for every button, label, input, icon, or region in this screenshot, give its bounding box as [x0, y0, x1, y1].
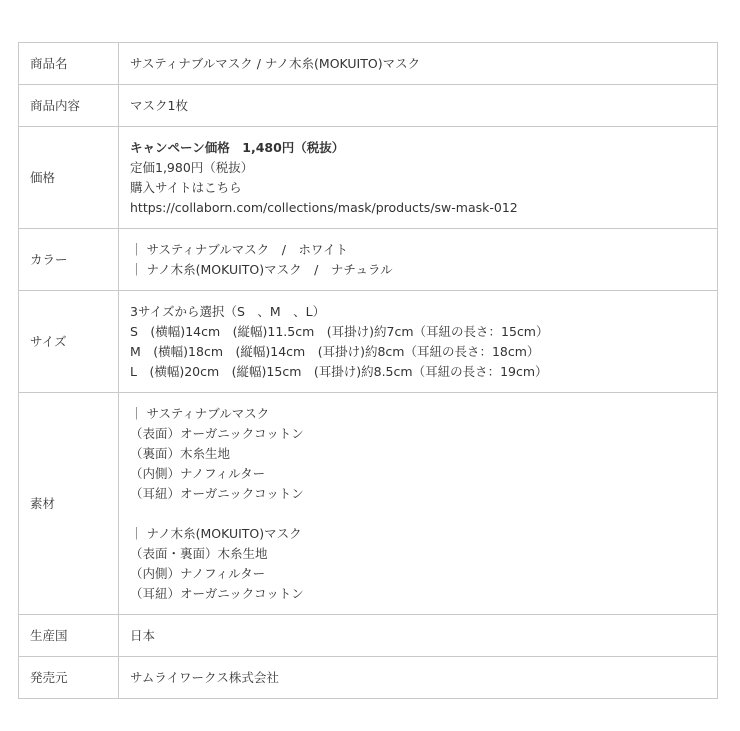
material-line: ｜ ナノ木糸(MOKUITO)マスク — [130, 525, 302, 541]
row-value — [119, 393, 718, 615]
material-line: （内側）ナノフィルター — [130, 465, 266, 481]
material-line: （内側）ナノフィルター — [130, 565, 266, 581]
row-value — [119, 657, 718, 699]
campaign-price: キャンペーン価格 1,480円（税抜） — [130, 139, 345, 155]
row-value — [119, 127, 718, 229]
spec-row-country — [19, 615, 718, 657]
spec-row-price — [19, 127, 718, 229]
material-line: （裏面）木糸生地 — [130, 445, 231, 461]
size-line: 3サイズから選択（S 、M 、L） — [130, 303, 326, 319]
material-line: （耳紐）オーガニックコットン — [130, 485, 304, 501]
spec-row-product-name — [19, 43, 718, 85]
spec-row-contents — [19, 85, 718, 127]
country-text: 日本 — [130, 627, 156, 643]
row-label: 商品内容 — [19, 85, 119, 127]
material-line: （表面）オーガニックコットン — [130, 425, 304, 441]
material-spacer — [130, 504, 706, 524]
purchase-url[interactable]: https://collaborn.com/collections/mask/products/sw-mask-012 — [130, 199, 518, 215]
spec-row-color — [19, 229, 718, 291]
row-value — [119, 615, 718, 657]
material-line: ｜ サスティナブルマスク — [130, 405, 270, 421]
material-line: （耳紐）オーガニックコットン — [130, 585, 304, 601]
product-name-text: サスティナブルマスク / ナノ木糸(MOKUITO)マスク — [130, 55, 421, 71]
spec-row-seller — [19, 657, 718, 699]
color-line: ｜ サスティナブルマスク / ホワイト — [130, 241, 349, 257]
purchase-site-text: 購入サイトはこちら — [130, 179, 242, 195]
row-label: 価格 — [19, 127, 119, 229]
row-label: サイズ — [19, 291, 119, 393]
row-value — [119, 229, 718, 291]
row-label: 発売元 — [19, 657, 119, 699]
row-label: 商品名 — [19, 43, 119, 85]
row-label: 生産国 — [19, 615, 119, 657]
row-value — [119, 43, 718, 85]
size-line: M (横幅)18cm (縦幅)14cm (耳掛け)約8cm（耳紐の長さ：18cm） — [130, 343, 540, 359]
contents-text: マスク1枚 — [130, 97, 188, 113]
material-line: （表面・裏面）木糸生地 — [130, 545, 268, 561]
row-label: カラー — [19, 229, 119, 291]
spec-row-material — [19, 393, 718, 615]
size-line: S (横幅)14cm (縦幅)11.5cm (耳掛け)約7cm（耳紐の長さ：15cm） — [130, 323, 549, 339]
size-line: L (横幅)20cm (縦幅)15cm (耳掛け)約8.5cm（耳紐の長さ：19cm） — [130, 363, 548, 379]
color-line: ｜ ナノ木糸(MOKUITO)マスク / ナチュラル — [130, 261, 393, 277]
regular-price: 定価1,980円（税抜） — [130, 159, 254, 175]
row-value — [119, 85, 718, 127]
product-spec-table — [18, 42, 718, 699]
seller-text: サムライワークス株式会社 — [130, 669, 279, 685]
row-label: 素材 — [19, 393, 119, 615]
spec-row-size — [19, 291, 718, 393]
row-value — [119, 291, 718, 393]
